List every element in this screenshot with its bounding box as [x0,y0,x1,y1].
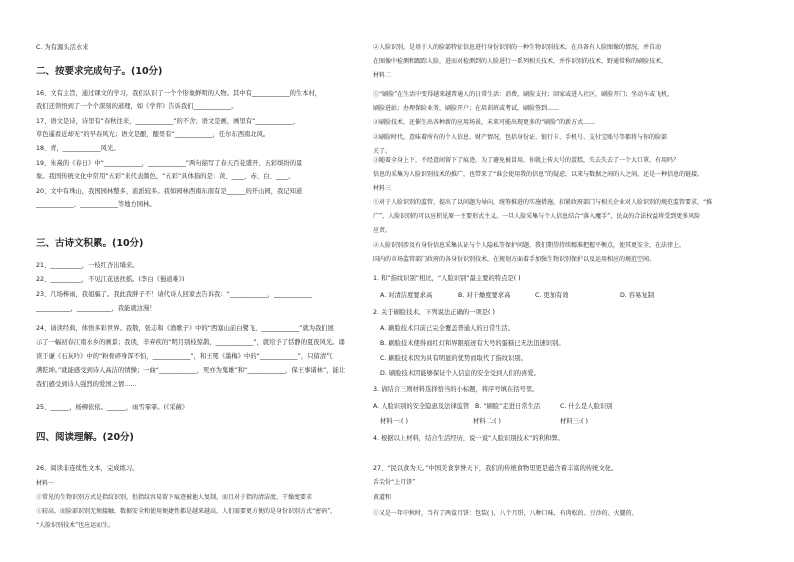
material-text-line: ②刷脸时代，意味着所有的个人信息、财产情况，包括身份证、银行卡、手机号、支付宝账号等都将与你的脸部 [373,134,668,141]
text-line: 读于谦《石灰吟》中的“粉骨碎身浑不怕，____________”，和王冕《墨梅》中的“____________”，只留清气 [36,353,333,360]
text-line: 22、__________，不见江花送扶摇。(李白《蜀道难》) [36,276,185,283]
text-line: 25、______，杨柳依依。______，雨雪霏霏。(《采薇》 [36,404,189,411]
right-column [370,0,794,562]
text-line: A. 对清洁度要求高 [380,292,433,299]
material-text-line: ①对于人脸识别的监管，提出了以问题为导向，统筹推进的实施措施，扣紧政府部门与相关企业对人脸识别的规范监管要求，“推 [373,199,713,206]
text-line: 17、语文是诗，诗里有“春秋往来，____________”的不舍；语文是画，画里有“____________， [36,118,300,125]
text-line: 16、文有主旨，通过课文的学习，我们认识了一个个形象鲜明的人物。其中有____________的生本村， [36,90,322,97]
text-line: 材料三:( ) [560,418,588,425]
material-text-line: 国内的市场监管部门政府的各身份识别技术，在规划方面着手加强生物识别保护以及运用相应的规范空间。 [373,256,656,263]
text-line: 24、请读经典，体悟多彩世界。我敬，张志和《渔歌子》中的“西塞山前白鹭飞，____________”就为我们展 [36,325,334,332]
text-line: ____________、____________等地方园林。 [36,201,156,208]
material-text-line: 材料二 [373,72,392,79]
passage-text-line: ①又是一年中秋时，当有了两盒月饼：包装( )，八个月饼，八种口味，有肉松的、豆沙的、火腿的、 [373,510,638,517]
section-heading: 三、古诗文积累。(10分) [36,238,144,249]
passage-text-line: 黄道和 [373,494,392,501]
text-line: 20、文中有珠山，我国园林整多，流派较多。我如园林西南东南有是______的开山园，我记知道 [36,188,303,195]
passage-text-line: 舌尖份“上月饼” [373,479,416,486]
text-line: 3. 请结合三则材料选择恰当的小标题，将序号填在括号里。 [373,386,539,393]
text-line: 27、“民以食为天。”中国美食享誉天下，我们的传统食物里更是蕴含着丰富的传统文化。 [373,465,618,472]
text-line: 象。我国传统文化中常用“五彩”来代表颜色，“五彩”具体指的是：黄、____、赤、白、____。 [36,173,295,180]
section-heading: 二、按要求完成句子。(10分) [36,66,163,77]
text-line: 草色遥看近却无”的早春风光；语文是酿，酿里有“____________，任尔东西南北风。 [36,131,270,138]
text-line: C. 更加有效 [535,292,569,299]
material-text-line: “人脸识别技术”也应运而生。 [36,522,115,529]
text-line: C. 什么是人脸识别 [560,403,613,410]
section-heading: 四、阅读理解。(20分) [36,432,134,443]
text-line: 23、几场棒雨，我姐骗了。我此我胖子不！请代诗人回家去告诉我：“____________，____________ [36,291,312,298]
text-line: A. 刷脸技术目前已完全覆盖普通人的日常生活。 [380,325,515,332]
material-text-line: 刷脸进站；办理保险业务，刷脸开户；在培训班或考试，刷脸签到…… [373,105,560,112]
text-line: 材料二:( ) [473,418,501,425]
text-line: 19、朱熹的《春日》中“____________，____________”两句描写了春天百花盛开、五彩缤纷的景 [36,160,303,167]
material-text-line: ③随着全身上下，不经意间留下了痕迹，为了避免被冒用，你就上传大号的蛋糕，失去失去了一个大口罩，有用吗？ [373,157,680,164]
text-line: 示了一幅初春江南水乡的画景；我读，辛弃疾的“明月别枝惊鹊，____________”，就给予了恬静的夏夜风光。诵 [36,339,345,346]
text-line: 4. 根据以上材料，结合生活经历，说一说“人脸识别技术”的利和弊。 [373,435,564,442]
text-line: 1. 和“指纹识别”相比，“人脸识别”最主要的特点是( ) [373,275,521,282]
text-line: B. 刷脸技术使得商红灯和界限痕迹有大号的蛋糕已无法迅速识别。 [380,340,565,347]
material-text-line: 在图像中检测和跟踪人脸，进而对检测到的人脸进行一系列相关技术，并作识别的技术，野通常称的刷脸技术。 [373,58,668,65]
material-text-line: ②人脸识别涉及有身份信息采集认证与个人隐私等保护问题，我们期望持续精准把握平衡点，使其更安全，在法律上， [373,242,686,249]
text-line: 我们感受到诗人强烈的爱国之情…… [36,381,137,388]
material-text-line: ①较高，而脸部识别无须接触，数据安全和使用便捷性都是越来越高，人们需要更方便的是身份识别方式“密码”， [36,508,337,515]
text-line: B. “刷脸”走进日常生活 [475,403,541,410]
text-line: B. 对干燥度要求高 [458,292,511,299]
text-line: 满乾坤。”就能感受到诗人高洁的情操；一曲“____________，死亦为鬼雄”和“____________，保王事诸林”，能让 [36,367,346,374]
text-line: 21、__________，一枝红杏出墙来。 [36,262,139,269]
text-line: ___________，___________，我能就这漫！ [36,305,156,312]
text-line: C. 刷脸技术因为具有明显的优势而取代了指纹识别。 [380,355,527,362]
material-text-line: ①常见的生物识别方式是指纹识别，但指纹容易留下痕迹被他人复制，而且对于指的清洁度，干燥度要求 [36,494,313,501]
material-text-line: ①“刷脸”在生活中变得越来越普通人的日常生活：消费，刷脸支付；回家或进入社区，刷脸开门；坐动车或飞机， [373,91,674,98]
text-line: 26、阅读非连续性文本，完成练习。 [36,465,139,472]
text-line: A. 人脸识别的安全隐患及法律监管 [373,403,470,410]
text-line: 我们还领悟到了一个个深刻的道理，如《学弈》告诉我们____________。 [36,103,238,110]
text-line: D. 容易复制 [620,292,655,299]
text-line: C. 为有源头活水来 [36,44,89,51]
material-text-line: 材料一 [36,480,55,487]
material-text-line: 广”，人脸识别的可以应积见原一主要形式主义。一旦人脸采集与个人信息结合“落入魔手”，民众的合法权益将受到更多风险 [373,213,701,220]
text-line: 材料一:( ) [380,418,408,425]
material-text-line: 关了。 [373,148,392,155]
material-text-line: 材料三 [373,185,392,192]
material-text-line: 信息的采集为人脸识别技术的推广，也带来了“谁会使用我的信息”的疑虑，以来与数据之间的人之间，还是一种信息的链接。 [373,171,704,178]
text-line: 18、青，____________风光。 [36,145,120,152]
material-text-line: 应责。 [373,227,392,234]
material-text-line: ②刷脸技术，还催生出各种新的应用场景，未来可能出现更多的“刷脸”的新方式…… [373,119,596,126]
text-line: D. 刷脸技术因能够保证个人信息的安全受到人们的喜爱。 [380,370,540,377]
material-text-line: ②人脸识别，是基于人的脸部特征信息进行身份识别的一种生物识别技术。在具备有人脸图像的情况，并自动 [373,44,662,51]
left-column [0,0,380,562]
text-line: 2. 关于刷脸技术，下列说法正确的一项是( ) [373,309,495,316]
